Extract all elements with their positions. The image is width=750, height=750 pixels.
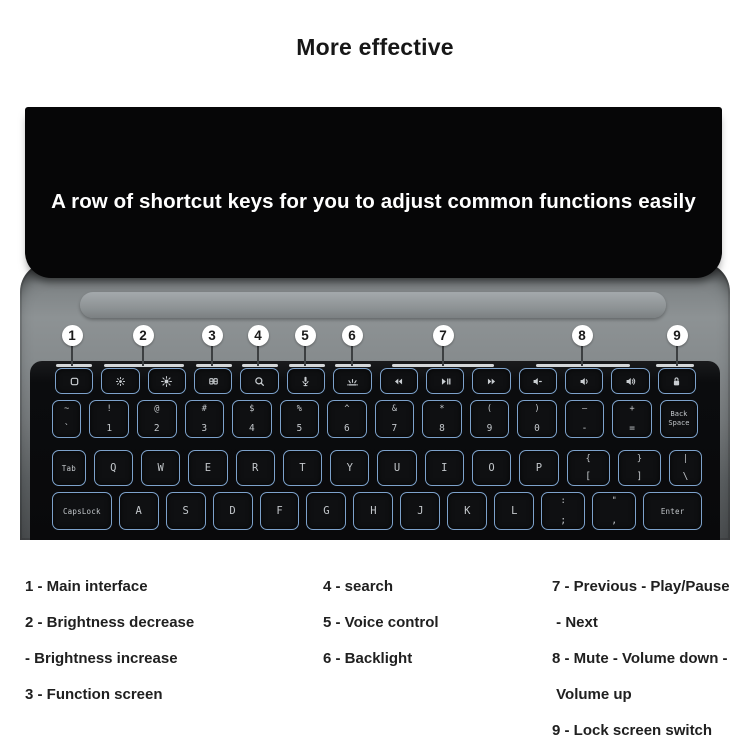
callout-number-1: 1 <box>62 325 83 346</box>
key-shift-label: * <box>439 404 445 414</box>
key-label: 3 <box>201 422 208 434</box>
key-equals <box>612 400 652 438</box>
key-label: O <box>488 462 495 474</box>
legend-column-3 <box>552 577 730 750</box>
voice-control-key <box>287 368 325 394</box>
key-e <box>188 450 227 486</box>
case-hinge-bar <box>80 292 666 318</box>
key-shift-label: + <box>629 404 635 414</box>
key-f <box>260 492 300 530</box>
key-label: K <box>464 505 471 517</box>
key-semicolon <box>541 492 585 530</box>
key-label: CapsLock <box>62 506 101 516</box>
brightness-decrease-key <box>101 368 139 394</box>
key-shift-label: % <box>296 404 302 414</box>
mute-icon <box>530 374 545 389</box>
brightness-increase-icon <box>159 374 174 389</box>
callout-leader-line <box>304 344 306 366</box>
legend-item: Volume up <box>552 686 632 703</box>
key-label: J <box>417 505 424 517</box>
key-label: = <box>629 422 635 434</box>
tablet-screen <box>25 107 722 278</box>
legend-item: - Next <box>552 614 598 631</box>
key-shift-label: ( <box>486 404 493 414</box>
callout-number-6: 6 <box>342 325 363 346</box>
brightness-decrease-icon <box>113 374 128 389</box>
next-track-icon <box>484 374 499 389</box>
key-label: Q <box>110 462 117 474</box>
capslock-key <box>52 492 112 530</box>
key-label: Y <box>346 462 353 474</box>
key-shift-label: ~ <box>64 404 70 414</box>
key-label: G <box>323 505 330 517</box>
volume-down-icon <box>577 374 592 389</box>
keyboard-row <box>52 400 698 438</box>
key-5 <box>280 400 320 438</box>
callout-leader-line <box>442 344 444 366</box>
key-label: ` <box>63 422 70 434</box>
legend-item: 9 - Lock screen switch <box>552 722 713 739</box>
next-key <box>472 368 510 394</box>
search-icon <box>252 374 267 389</box>
legend-item: 8 - Mute - Volume down - <box>552 650 728 667</box>
key-label: Space <box>668 419 690 427</box>
key-y <box>330 450 369 486</box>
callout-number-9: 9 <box>667 325 688 346</box>
key-group-bar <box>656 364 694 367</box>
key-shift-label: # <box>201 404 207 414</box>
callout-number-5: 5 <box>295 325 316 346</box>
key-p <box>519 450 558 486</box>
backlight-icon <box>345 374 360 389</box>
key-label: H <box>370 505 377 517</box>
legend-item: 6 - Backlight <box>323 650 413 667</box>
key-group-bar <box>335 364 371 367</box>
lock-screen-key <box>658 368 696 394</box>
legend-item: 1 - Main interface <box>25 578 148 595</box>
key-shift-label: — <box>581 404 588 414</box>
page-title: More effective <box>296 34 454 60</box>
key-label: W <box>157 462 164 474</box>
key-shift-label: : <box>560 496 566 506</box>
screen-caption: A row of shortcut keys for you to adjust common functions easily <box>51 190 696 213</box>
key-label: 4 <box>248 422 255 434</box>
lock-icon <box>669 374 684 389</box>
key-t <box>283 450 322 486</box>
key-l <box>494 492 534 530</box>
key-label: 9 <box>486 422 493 434</box>
key-shift-label: $ <box>249 404 255 414</box>
key-label: Tab <box>61 463 76 473</box>
callout-number-3: 3 <box>202 325 223 346</box>
key-shift-label: } <box>636 454 642 464</box>
key-label: U <box>393 462 401 474</box>
search-key <box>240 368 278 394</box>
key-label: F <box>276 505 283 517</box>
key-label: S <box>182 505 189 517</box>
mute-key <box>519 368 557 394</box>
legend-column-1 <box>25 577 194 721</box>
key-3 <box>185 400 225 438</box>
keyboard-row <box>52 450 702 486</box>
backspace-key <box>660 400 698 438</box>
key-label: 6 <box>344 422 350 434</box>
key-shift-label: " <box>611 496 617 506</box>
key-group-bar <box>536 364 630 367</box>
callout-leader-line <box>351 344 353 366</box>
key-i <box>425 450 464 486</box>
key-g <box>306 492 346 530</box>
key-j <box>400 492 440 530</box>
legend-item: - Brightness increase <box>25 650 178 667</box>
callout-number-2: 2 <box>133 325 154 346</box>
key-d <box>213 492 253 530</box>
key-label: [ <box>585 470 591 482</box>
callout-leader-line <box>71 344 73 366</box>
key-shift-label: ! <box>106 404 112 414</box>
previous-track-icon <box>391 374 406 389</box>
key-label: ] <box>636 470 643 482</box>
key-shift-label: ^ <box>344 404 350 414</box>
key-label: 5 <box>296 422 303 434</box>
key-label: , <box>611 514 618 526</box>
volume-up-icon <box>623 374 638 389</box>
main-interface-icon <box>67 374 82 389</box>
legend-item: 5 - Voice control <box>323 614 439 631</box>
key-group-bar <box>196 364 232 367</box>
main-interface-key <box>55 368 93 394</box>
key-comma <box>592 492 636 530</box>
backlight-key <box>333 368 371 394</box>
key-label: 2 <box>153 422 160 434</box>
microphone-icon <box>298 374 313 389</box>
callout-leader-line <box>142 344 144 366</box>
legend-item: 7 - Previous - Play/Pause <box>552 578 730 595</box>
key-0 <box>517 400 557 438</box>
key-backslash <box>669 450 702 486</box>
key-label: Enter <box>660 506 685 516</box>
callout-leader-line <box>676 344 678 366</box>
legend-item: 3 - Function screen <box>25 686 163 703</box>
key-bracket-right <box>618 450 661 486</box>
key-label: T <box>299 462 306 474</box>
key-label: 1 <box>106 422 113 434</box>
key-label: 7 <box>391 422 398 434</box>
keyboard-row <box>52 492 702 530</box>
key-1 <box>89 400 129 438</box>
previous-key <box>380 368 418 394</box>
key-w <box>141 450 180 486</box>
callout-number-7: 7 <box>433 325 454 346</box>
key-label: 0 <box>534 422 540 434</box>
enter-key <box>643 492 702 530</box>
function-screen-key <box>194 368 232 394</box>
key-label: L <box>511 505 518 517</box>
key-9 <box>470 400 510 438</box>
key-h <box>353 492 393 530</box>
function-screen-icon <box>206 374 221 389</box>
key-label: P <box>535 462 543 474</box>
key-shift-label: & <box>391 404 397 414</box>
volume-up-key <box>611 368 649 394</box>
callout-leader-line <box>257 344 259 366</box>
key-label: E <box>204 462 212 474</box>
legend-item: 4 - search <box>323 578 394 595</box>
key-label: 8 <box>439 422 445 434</box>
key-k <box>447 492 487 530</box>
tab-key <box>52 450 86 486</box>
callout-leader-line <box>581 344 583 366</box>
key-bracket-left <box>567 450 610 486</box>
key-6 <box>327 400 367 438</box>
key-group-bar <box>289 364 325 367</box>
key-o <box>472 450 511 486</box>
key-r <box>236 450 275 486</box>
key-group-bar <box>242 364 278 367</box>
key-group-bar <box>104 364 184 367</box>
key-4 <box>232 400 272 438</box>
callout-leader-line <box>211 344 213 366</box>
key-label: Back <box>670 410 688 418</box>
key-label: I <box>441 462 448 474</box>
key-7 <box>375 400 415 438</box>
key-label: - <box>581 422 588 434</box>
key-shift-label: { <box>585 454 591 464</box>
key-shift-label: | <box>682 454 689 464</box>
brightness-increase-key <box>148 368 186 394</box>
key-label: R <box>252 462 259 474</box>
key-q <box>94 450 133 486</box>
key-label: \ <box>682 470 689 482</box>
key-2 <box>137 400 177 438</box>
legend-column-2 <box>323 577 439 685</box>
key-label: ; <box>560 514 567 526</box>
keyboard-row <box>55 368 696 394</box>
key-minus <box>565 400 605 438</box>
callout-number-8: 8 <box>572 325 593 346</box>
play-pause-key <box>426 368 464 394</box>
play-pause-icon <box>438 374 453 389</box>
key-group-bar <box>56 364 92 367</box>
callout-number-4: 4 <box>248 325 269 346</box>
key-a <box>119 492 159 530</box>
key-shift-label: @ <box>154 404 160 414</box>
key-u <box>377 450 416 486</box>
key-label: D <box>229 505 236 517</box>
volume-down-key <box>565 368 603 394</box>
key-s <box>166 492 206 530</box>
key-backtick <box>52 400 81 438</box>
key-shift-label: ) <box>534 404 540 414</box>
legend-item: 2 - Brightness decrease <box>25 614 195 631</box>
key-label: A <box>135 505 142 517</box>
key-8 <box>422 400 462 438</box>
